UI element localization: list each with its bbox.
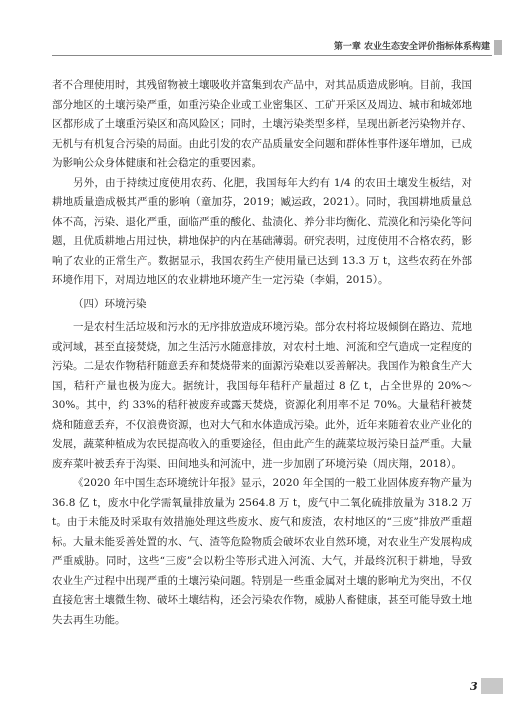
paragraph-2: 另外，由于持续过度使用农药、化肥，我国每年大约有 1/4 的农田土壤发生板结，对耕地质量造成极其严重的影响（童加芬，2019；臧运政，2021）。同时，我国耕地质量总体不高，污染、退化严重，面临严重的酸化、盐渍化、养分非均衡化、荒漠化和污染化等问题，且优质耕地占用过快，耕地保护的内在基础薄弱。研究表明，过度使用不合格农药，影响了农业的正常生产。数据显示，我国农药生产使用量已达到 13.3 万 t，这些农药在外部环境作用下，对周边地区的农业耕地环境产生一定污染（李娟，2015）。 <box>52 176 472 286</box>
paragraph-1: 者不合理使用时，其残留物被土壤吸收并富集到农产品中，对其品质造成影响。目前，我国部分地区的土壤污染严重，如重污染企业或工业密集区、工矿开采区及周边、城市和城郊地区都形成了土壤重污染区和高风险区；同时，土壤污染类型多样，呈现出新老污染物并存、无机与有机复合污染的局面。由此引发的农产品质量安全问题和群体性事件逐年增加，已成为影响公众身体健康和社会稳定的重要因素。 <box>52 79 472 169</box>
section-heading: （四）环境污染 <box>73 297 147 310</box>
page-body <box>52 76 472 630</box>
page-corner-tab <box>481 678 503 694</box>
header-corner-block <box>494 40 502 55</box>
paragraph-4: 《2020 年中国生态环境统计年报》显示，2020 年全国的一般工业固体废弃物产量为 36.8 亿 t，废水中化学需氧量排放量为 2564.8 万 t，废气中二氧化硫排放量为 318.2 万 t。由于未能及时采取有效措施处理这些废水、废气和废渣，农村地区的“三废”排放严重超标。大量未能妥善处置的水、气、渣等危险物质会破坏农业自然环境，对农业生产发展构成严重威胁。同时，这些“三废”会以粉尘等形式进入河流、大气，并最终沉积于耕地，导致农业生产过程中出现严重的土壤污染问题。特别是一些重金属对土壤的影响尤为突出，不仅直接危害土壤微生物、破坏土壤结构，还会污染农作物，威胁人畜健康，甚至可能导致土地失去再生功能。 <box>52 477 472 626</box>
running-header: 第一章 农业生态安全评价指标体系构建 <box>333 42 490 52</box>
page-number: 3 <box>470 680 478 693</box>
paragraph-3: 一是农村生活垃圾和污水的无序排放造成环境污染。部分农村将垃圾倾倒在路边、荒地或河域，甚至直接焚烧，加之生活污水随意排放，对农村土地、河流和空气造成一定程度的污染。二是农作物秸秆随意丢弃和焚烧带来的面源污染难以妥善解决。我国作为粮食生产大国，秸秆产量也极为庞大。据统计，我国每年秸秆产量超过 8 亿 t，占全世界的 20%～30%。其中，约 33%的秸秆被废弃或露天焚烧，资源化利用率不足 70%。大量秸秆被焚烧和随意丢弃，不仅浪费资源，也对大气和水体造成污染。此外，近年来随着农业产业化的发展，蔬菜种植成为农民提高收入的重要途径，但由此产生的蔬菜垃圾污染日益严重。大量废弃菜叶被丢弃于沟渠、田间地头和河流中，进一步加剧了环境污染（周庆翔，2018）。 <box>52 321 472 470</box>
header-rule <box>52 55 492 56</box>
